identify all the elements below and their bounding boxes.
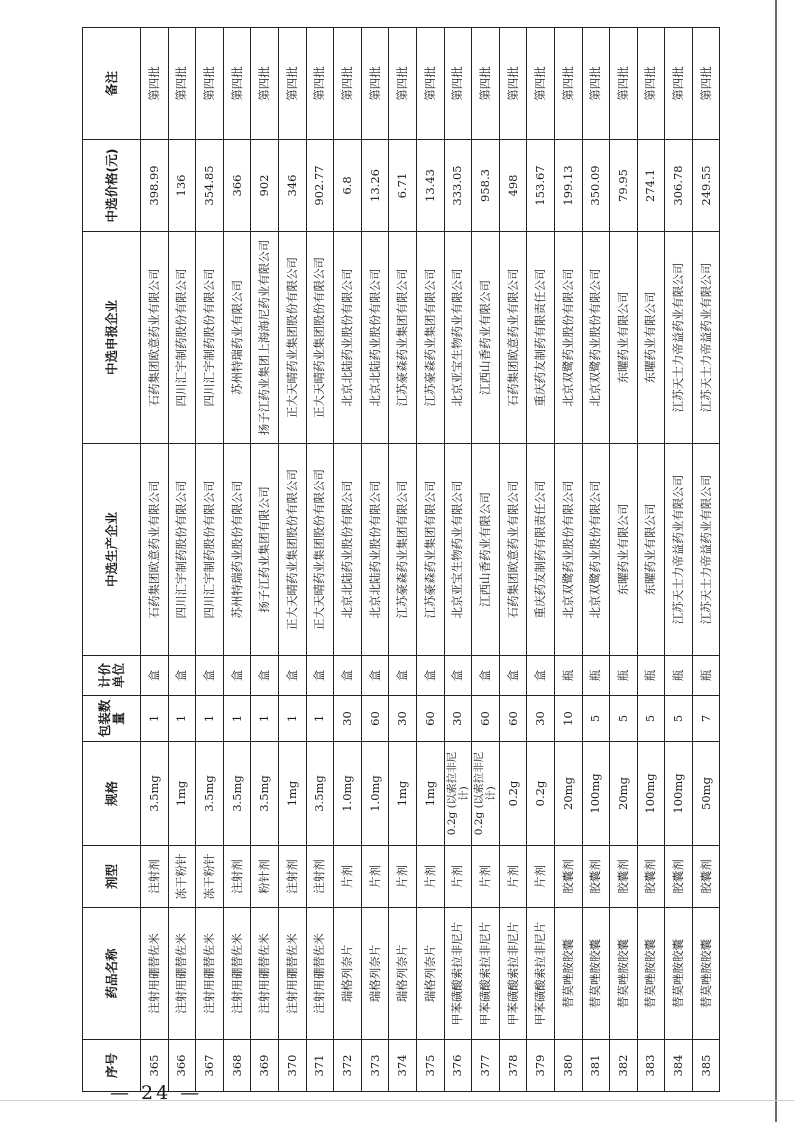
drug-name-cell: 瑞格列奈片 [334, 908, 362, 1040]
manufacturer-cell: 江西山香药业有限公司 [472, 444, 500, 656]
note-cell: 第四批 [582, 28, 610, 140]
price-cell: 902.77 [306, 140, 334, 232]
row-no: 385 [692, 1040, 720, 1092]
price-cell: 199.13 [554, 140, 582, 232]
price-cell: 13.26 [361, 140, 389, 232]
price-cell: 136 [168, 140, 196, 232]
note-cell: 第四批 [361, 28, 389, 140]
dosage-form-cell: 片剂 [472, 846, 500, 908]
drug-name-cell: 替莫唑胺胶囊 [610, 908, 638, 1040]
note-cell: 第四批 [692, 28, 720, 140]
dosage-form-cell: 胶囊剂 [554, 846, 582, 908]
row-no: 376 [444, 1040, 472, 1092]
table-row [527, 28, 555, 1092]
price-cell: 249.55 [692, 140, 720, 232]
drug-name-cell: 注射用硼替佐米 [251, 908, 279, 1040]
spec-cell: 1mg [278, 742, 306, 846]
drug-name-cell: 注射用硼替佐米 [141, 908, 169, 1040]
drug-name-cell: 替莫唑胺胶囊 [665, 908, 693, 1040]
pack-qty-cell: 5 [582, 696, 610, 742]
row-no: 375 [416, 1040, 444, 1092]
manufacturer-cell: 江苏豪森药业集团有限公司 [416, 444, 444, 656]
note-cell: 第四批 [472, 28, 500, 140]
note-cell: 第四批 [141, 28, 169, 140]
note-cell: 第四批 [499, 28, 527, 140]
price-cell: 958.3 [472, 140, 500, 232]
spec-cell: 0.2g (以索拉非尼计) [472, 742, 500, 846]
dosage-form-cell: 胶囊剂 [582, 846, 610, 908]
pack-qty-cell: 1 [278, 696, 306, 742]
bidder-cell: 石药集团欧意药业有限公司 [499, 232, 527, 444]
row-no: 382 [610, 1040, 638, 1092]
pack-qty-cell: 60 [499, 696, 527, 742]
drug-name-cell: 替莫唑胺胶囊 [582, 908, 610, 1040]
bidder-cell: 四川汇宇制药股份有限公司 [196, 232, 224, 444]
pack-qty-cell: 1 [306, 696, 334, 742]
pack-qty-cell: 60 [472, 696, 500, 742]
bidder-cell: 江苏豪森药业集团有限公司 [416, 232, 444, 444]
manufacturer-cell: 重庆药友制药有限责任公司 [527, 444, 555, 656]
drug-list-table [82, 27, 720, 1092]
header-spec: 规格 [83, 742, 141, 846]
dosage-form-cell: 注射剂 [141, 846, 169, 908]
unit-cell: 盒 [361, 656, 389, 696]
unit-cell: 盒 [306, 656, 334, 696]
price-cell: 398.99 [141, 140, 169, 232]
note-cell: 第四批 [223, 28, 251, 140]
manufacturer-cell: 苏州特瑞药业股份有限公司 [223, 444, 251, 656]
note-cell: 第四批 [416, 28, 444, 140]
unit-cell: 盒 [389, 656, 417, 696]
pack-qty-cell: 60 [361, 696, 389, 742]
pack-qty-cell: 1 [223, 696, 251, 742]
unit-cell: 盒 [196, 656, 224, 696]
row-no: 369 [251, 1040, 279, 1092]
table-row [665, 28, 693, 1092]
spec-cell: 1.0mg [334, 742, 362, 846]
bidder-cell: 北京北陆药业股份有限公司 [361, 232, 389, 444]
manufacturer-cell: 江苏天士力帝益药业有限公司 [692, 444, 720, 656]
dosage-form-cell: 冻干粉针 [168, 846, 196, 908]
table-row [416, 28, 444, 1092]
manufacturer-cell: 北京双鹭药业股份有限公司 [582, 444, 610, 656]
header-no: 序号 [83, 1040, 141, 1092]
manufacturer-cell: 北京北陆药业股份有限公司 [334, 444, 362, 656]
spec-cell: 1mg [416, 742, 444, 846]
row-no: 371 [306, 1040, 334, 1092]
dosage-form-cell: 注射剂 [306, 846, 334, 908]
table-header-row [83, 28, 141, 1092]
bidder-cell: 北京北陆药业股份有限公司 [334, 232, 362, 444]
drug-name-cell: 替莫唑胺胶囊 [692, 908, 720, 1040]
manufacturer-cell: 四川汇宇制药股份有限公司 [196, 444, 224, 656]
note-cell: 第四批 [334, 28, 362, 140]
dosage-form-cell: 注射剂 [223, 846, 251, 908]
bidder-cell: 东曜药业有限公司 [637, 232, 665, 444]
unit-cell: 盒 [223, 656, 251, 696]
table-row [389, 28, 417, 1092]
bidder-cell: 东曜药业有限公司 [610, 232, 638, 444]
dosage-form-cell: 片剂 [389, 846, 417, 908]
drug-name-cell: 甲苯磺酸索拉非尼片 [444, 908, 472, 1040]
header-name: 药品名称 [83, 908, 141, 1040]
table-body [141, 28, 720, 1092]
unit-cell: 盒 [334, 656, 362, 696]
table-row [582, 28, 610, 1092]
bidder-cell: 北京双鹭药业股份有限公司 [582, 232, 610, 444]
spec-cell: 50mg [692, 742, 720, 846]
row-no: 384 [665, 1040, 693, 1092]
unit-cell: 盒 [251, 656, 279, 696]
row-no: 377 [472, 1040, 500, 1092]
price-cell: 13.43 [416, 140, 444, 232]
row-no: 370 [278, 1040, 306, 1092]
dosage-form-cell: 胶囊剂 [610, 846, 638, 908]
table-row [692, 28, 720, 1092]
drug-name-cell: 替莫唑胺胶囊 [554, 908, 582, 1040]
dosage-form-cell: 粉针剂 [251, 846, 279, 908]
manufacturer-cell: 东曜药业有限公司 [610, 444, 638, 656]
spec-cell: 1mg [389, 742, 417, 846]
unit-cell: 瓶 [610, 656, 638, 696]
spec-cell: 3.5mg [251, 742, 279, 846]
pack-qty-cell: 5 [665, 696, 693, 742]
pack-qty-cell: 5 [637, 696, 665, 742]
row-no: 365 [141, 1040, 169, 1092]
unit-cell: 瓶 [554, 656, 582, 696]
manufacturer-cell: 石药集团欧意药业有限公司 [141, 444, 169, 656]
table-row [168, 28, 196, 1092]
table-row [554, 28, 582, 1092]
row-no: 366 [168, 1040, 196, 1092]
bidder-cell: 扬子江药业集团上海海尼药业有限公司 [251, 232, 279, 444]
table-row [361, 28, 389, 1092]
bidder-cell: 正大天晴药业集团股份有限公司 [306, 232, 334, 444]
bidder-cell: 北京亚宝生物药业有限公司 [444, 232, 472, 444]
spec-cell: 0.2g [527, 742, 555, 846]
bidder-cell: 重庆药友制药有限责任公司 [527, 232, 555, 444]
row-no: 374 [389, 1040, 417, 1092]
price-cell: 350.09 [582, 140, 610, 232]
unit-cell: 盒 [168, 656, 196, 696]
dosage-form-cell: 胶囊剂 [637, 846, 665, 908]
pack-qty-cell: 10 [554, 696, 582, 742]
table-row [306, 28, 334, 1092]
table-row [637, 28, 665, 1092]
row-no: 373 [361, 1040, 389, 1092]
unit-cell: 瓶 [665, 656, 693, 696]
drug-name-cell: 甲苯磺酸索拉非尼片 [472, 908, 500, 1040]
header-bidder: 中选申报企业 [83, 232, 141, 444]
pack-qty-cell: 1 [141, 696, 169, 742]
pack-qty-cell: 30 [389, 696, 417, 742]
bidder-cell: 江西山香药业有限公司 [472, 232, 500, 444]
scan-edge-line [775, 0, 777, 1122]
manufacturer-cell: 正大天晴药业集团股份有限公司 [278, 444, 306, 656]
header-pack-qty: 包装数量 [83, 696, 141, 742]
table-row [334, 28, 362, 1092]
unit-cell: 盒 [499, 656, 527, 696]
unit-cell: 瓶 [692, 656, 720, 696]
spec-cell: 3.5mg [196, 742, 224, 846]
spec-cell: 3.5mg [306, 742, 334, 846]
manufacturer-cell: 北京双鹭药业股份有限公司 [554, 444, 582, 656]
bidder-cell: 江苏天士力帝益药业有限公司 [692, 232, 720, 444]
note-cell: 第四批 [527, 28, 555, 140]
row-no: 381 [582, 1040, 610, 1092]
table-container [82, 28, 714, 1092]
drug-name-cell: 甲苯磺酸索拉非尼片 [527, 908, 555, 1040]
price-cell: 354.85 [196, 140, 224, 232]
price-cell: 79.95 [610, 140, 638, 232]
bidder-cell: 江苏豪森药业集团有限公司 [389, 232, 417, 444]
dosage-form-cell: 胶囊剂 [692, 846, 720, 908]
pack-qty-cell: 30 [527, 696, 555, 742]
drug-name-cell: 注射用硼替佐米 [223, 908, 251, 1040]
manufacturer-cell: 扬子江药业集团有限公司 [251, 444, 279, 656]
drug-name-cell: 瑞格列奈片 [361, 908, 389, 1040]
row-no: 380 [554, 1040, 582, 1092]
row-no: 368 [223, 1040, 251, 1092]
spec-cell: 3.5mg [141, 742, 169, 846]
note-cell: 第四批 [251, 28, 279, 140]
bidder-cell: 四川汇宇制药股份有限公司 [168, 232, 196, 444]
note-cell: 第四批 [168, 28, 196, 140]
spec-cell: 20mg [554, 742, 582, 846]
row-no: 378 [499, 1040, 527, 1092]
table-row [472, 28, 500, 1092]
table-row [278, 28, 306, 1092]
price-cell: 498 [499, 140, 527, 232]
spec-cell: 0.2g [499, 742, 527, 846]
dosage-form-cell: 片剂 [416, 846, 444, 908]
note-cell: 第四批 [306, 28, 334, 140]
price-cell: 902 [251, 140, 279, 232]
dosage-form-cell: 片剂 [527, 846, 555, 908]
table-row [141, 28, 169, 1092]
unit-cell: 盒 [527, 656, 555, 696]
drug-name-cell: 注射用硼替佐米 [306, 908, 334, 1040]
bidder-cell: 石药集团欧意药业有限公司 [141, 232, 169, 444]
table-row [196, 28, 224, 1092]
drug-name-cell: 注射用硼替佐米 [196, 908, 224, 1040]
spec-cell: 0.2g (以索拉非尼计) [444, 742, 472, 846]
unit-cell: 瓶 [582, 656, 610, 696]
dosage-form-cell: 片剂 [444, 846, 472, 908]
spec-cell: 3.5mg [223, 742, 251, 846]
manufacturer-cell: 四川汇宇制药股份有限公司 [168, 444, 196, 656]
price-cell: 333.05 [444, 140, 472, 232]
note-cell: 第四批 [196, 28, 224, 140]
row-no: 367 [196, 1040, 224, 1092]
pack-qty-cell: 1 [168, 696, 196, 742]
price-cell: 306.78 [665, 140, 693, 232]
pack-qty-cell: 60 [416, 696, 444, 742]
header-note: 备注 [83, 28, 141, 140]
table-row [251, 28, 279, 1092]
pack-qty-cell: 5 [610, 696, 638, 742]
spec-cell: 20mg [610, 742, 638, 846]
header-price: 中选价格(元) [83, 140, 141, 232]
spec-cell: 100mg [582, 742, 610, 846]
table-row [610, 28, 638, 1092]
table-row [223, 28, 251, 1092]
pack-qty-cell: 30 [444, 696, 472, 742]
price-cell: 346 [278, 140, 306, 232]
row-no: 372 [334, 1040, 362, 1092]
manufacturer-cell: 东曜药业有限公司 [637, 444, 665, 656]
note-cell: 第四批 [554, 28, 582, 140]
spec-cell: 100mg [637, 742, 665, 846]
dosage-form-cell: 片剂 [361, 846, 389, 908]
note-cell: 第四批 [278, 28, 306, 140]
bidder-cell: 江苏天士力帝益药业有限公司 [665, 232, 693, 444]
manufacturer-cell: 正大天晴药业集团股份有限公司 [306, 444, 334, 656]
drug-name-cell: 瑞格列奈片 [389, 908, 417, 1040]
price-cell: 274.1 [637, 140, 665, 232]
bidder-cell: 正大天晴药业集团股份有限公司 [278, 232, 306, 444]
unit-cell: 盒 [278, 656, 306, 696]
header-form: 剂型 [83, 846, 141, 908]
manufacturer-cell: 江苏豪森药业集团有限公司 [389, 444, 417, 656]
pack-qty-cell: 30 [334, 696, 362, 742]
dosage-form-cell: 片剂 [499, 846, 527, 908]
spec-cell: 1.0mg [361, 742, 389, 846]
page-number: — 24 — [110, 1082, 203, 1104]
note-cell: 第四批 [444, 28, 472, 140]
drug-name-cell: 注射用硼替佐米 [168, 908, 196, 1040]
price-cell: 153.67 [527, 140, 555, 232]
note-cell: 第四批 [665, 28, 693, 140]
unit-cell: 盒 [472, 656, 500, 696]
drug-name-cell: 瑞格列奈片 [416, 908, 444, 1040]
drug-name-cell: 注射用硼替佐米 [278, 908, 306, 1040]
note-cell: 第四批 [610, 28, 638, 140]
pack-qty-cell: 7 [692, 696, 720, 742]
bidder-cell: 北京双鹭药业股份有限公司 [554, 232, 582, 444]
drug-name-cell: 甲苯磺酸索拉非尼片 [499, 908, 527, 1040]
dosage-form-cell: 注射剂 [278, 846, 306, 908]
unit-cell: 瓶 [637, 656, 665, 696]
drug-name-cell: 替莫唑胺胶囊 [637, 908, 665, 1040]
note-cell: 第四批 [637, 28, 665, 140]
table-row [444, 28, 472, 1092]
header-unit: 计价单位 [83, 656, 141, 696]
spec-cell: 100mg [665, 742, 693, 846]
manufacturer-cell: 江苏天士力帝益药业有限公司 [665, 444, 693, 656]
spec-cell: 1mg [168, 742, 196, 846]
header-manufacturer: 中选生产企业 [83, 444, 141, 656]
unit-cell: 盒 [141, 656, 169, 696]
dosage-form-cell: 片剂 [334, 846, 362, 908]
pack-qty-cell: 1 [196, 696, 224, 742]
price-cell: 6.8 [334, 140, 362, 232]
row-no: 379 [527, 1040, 555, 1092]
pack-qty-cell: 1 [251, 696, 279, 742]
dosage-form-cell: 冻干粉针 [196, 846, 224, 908]
row-no: 383 [637, 1040, 665, 1092]
table-row [499, 28, 527, 1092]
unit-cell: 盒 [416, 656, 444, 696]
manufacturer-cell: 石药集团欧意药业有限公司 [499, 444, 527, 656]
manufacturer-cell: 北京亚宝生物药业有限公司 [444, 444, 472, 656]
dosage-form-cell: 胶囊剂 [665, 846, 693, 908]
unit-cell: 盒 [444, 656, 472, 696]
manufacturer-cell: 北京北陆药业股份有限公司 [361, 444, 389, 656]
note-cell: 第四批 [389, 28, 417, 140]
bidder-cell: 苏州特瑞药业有限公司 [223, 232, 251, 444]
price-cell: 366 [223, 140, 251, 232]
price-cell: 6.71 [389, 140, 417, 232]
